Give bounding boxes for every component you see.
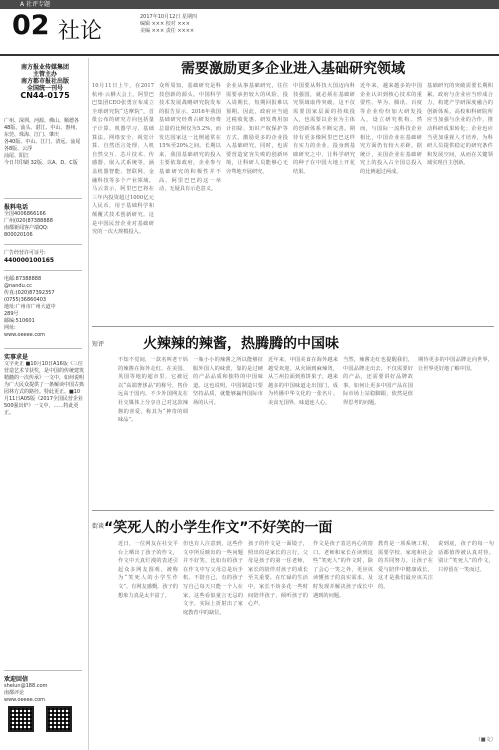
article3-column: 近日，一位网友在社交平台上晒出了孩子的作文，作文中天真烂漫的表述引起众多网友围观，被称为“笑死人的小学生作文”。有网友感慨，孩子的想象力真是太丰富了。 xyxy=(118,541,178,599)
sidebar-divider xyxy=(4,670,82,671)
article2-column: 期待更多的中国品牌走向世界，让世界更好地了解中国。 xyxy=(418,357,493,372)
contact-line: 800020106 xyxy=(4,232,33,238)
contact-title: 报料电话 xyxy=(4,204,29,211)
region-line: 今日共印刷 32版、以A、D、C版 xyxy=(4,160,78,166)
contact-line: 广州(020)87388888 xyxy=(4,218,53,224)
headline-main: 需要激励更多企业进入基础研究领域 xyxy=(181,61,405,77)
page-number: 02 xyxy=(12,10,50,41)
service-line: shelun@188.com xyxy=(4,683,48,689)
header-meta-line: 编辑 ××× 校对 ××× xyxy=(140,21,190,27)
article2-column: 近年来，中国美食在海外越来越受欢迎。从火锅到麻辣烫，从兰州拉面到煎饼果子，越来越多的中国味道走出国门，成为传播中华文化的一张名片。美食无国界，味道连人心。 xyxy=(268,357,338,406)
service-line: www.oeeee.com xyxy=(4,697,46,703)
service-line: 南都评论 xyxy=(4,690,25,696)
sidebar-divider xyxy=(4,244,82,245)
header-meta xyxy=(140,14,197,35)
service-title: 欢迎回信 xyxy=(4,676,29,683)
region-line: 各40版、中山、江门、清远、汕尾 xyxy=(4,139,81,145)
article2-label: 短评 xyxy=(92,341,105,348)
article1-column: 企业从事基础研究，往往需要承担较大的风险，投入周期长，短期回报难以预期。因此，政府应当通过税收优惠、研发费用加计扣除、知识产权保护等方式，激励更多的企业投入基础研究。同时，也需要营造宽容失败的创新环境，让科研人员能够心无旁骛地开展研究。 xyxy=(226,83,288,175)
section-divider xyxy=(92,510,494,511)
region-line: 各8版、云浮 xyxy=(4,146,33,152)
qr-code-icon xyxy=(46,706,72,732)
article2-column: 一瓶小小的辣酱之所以能够征服外国人的味蕾，靠的是过硬的产品品质和独特的中国味道。这也说明，中国制造只要坚持品质，就能够赢得国际市场的认可。 xyxy=(193,357,263,406)
region-line: 汕尾、阳江 xyxy=(4,153,30,159)
contact-line: 南都新闻客户端QQ: xyxy=(4,225,49,231)
regions-block xyxy=(4,118,84,167)
article3-column: 孩子的作文是一面镜子，照出的是家长的言行。父母是孩子的第一任老师，家长的陪伴对孩子的成长至关重要。在忙碌的生活中，家长不妨多花一些时间陪伴孩子，倾听孩子的心声。 xyxy=(248,541,308,608)
section-divider xyxy=(92,326,494,327)
contact-line: 全国4006866166 xyxy=(4,211,46,217)
header-meta-line: 美编 ××× 责任 ×××× xyxy=(140,28,195,34)
article1-column: 近年来，越来越多的中国企业认识到核心技术的重要性。华为、腾讯、百度等企业纷纷加大研发投入，设立研究机构。然而，与国际一流科技企业相比，中国企业在基础研究方面仍有较大差距。据统计，美国企业在基础研究上的投入占全国总投入的比例超过两成。 xyxy=(360,83,422,175)
ad-license-block xyxy=(4,250,84,264)
email-line: 289号 xyxy=(4,311,19,317)
notice-text: 文字更正 ■10月10日A16版《三位营造艺术节获奖，是中国的传统建筑精髓的一次传承》一文中，如何说明为广大民众提供了一条解读中国古典园林方式的路径。特此更正。■10月11日A05版《2017全国民营企业500强出炉》一文中，……特此更正。 xyxy=(4,361,84,416)
article1-column: 10月11日上午，在2017杭州·云栖大会上，阿里巴巴集团CEO张勇宣布成立全球研究院“达摩院”，首批公布的研究方向包括量子计算、机器学习、基础算法、网络安全、视觉计算、自然语言处理、人机自然交互、芯片技术、传感器、嵌入式系统等，涵盖机器智能、智联网、金融科技等多个产业领域。马云表示，阿里巴巴将在三年内投资超过1000亿元人民币，用于基础科学和颠覆式技术创新研究。这是中国民营企业对基础研究的一次大规模投入。 xyxy=(92,83,154,236)
service-block xyxy=(4,676,84,704)
article3-signature: （■文） xyxy=(475,737,496,743)
ad-license-title: 广告经营许可证号: xyxy=(4,250,46,256)
email-line: @nandu.cc xyxy=(4,283,32,289)
sidebar-divider xyxy=(4,198,82,199)
article1-column: 中国要从科技大国迈向科技强国，就必须在基础研究领域取得突破。这不仅需要国家层面的持续投入，也需要以企业为主体的创新体系不断完善。期待有更多像阿里巴巴这样有实力的企业，投身到基础研究之中，让科学研究的种子在中国大地上开花结果。 xyxy=(293,83,355,175)
email-line: (0755)36860403 xyxy=(4,297,47,303)
email-line: 传真:(020)87392357 xyxy=(4,290,55,296)
cn-label: 全国统一刊号 xyxy=(26,85,63,92)
notice-block xyxy=(4,354,84,661)
email-block xyxy=(4,276,84,339)
email-line: 网址: xyxy=(4,325,16,331)
top-bar xyxy=(0,0,499,9)
section-title: 社论 xyxy=(58,19,103,44)
header-meta-line: 2017年10月12日 星期四 xyxy=(140,14,198,20)
article3-column: 但也有人注意到，这些作文中所反映出的一些问题并不好笑。比如有的孩子在作文中写父母总是玩手机、不陪自己，有的孩子写自己每天只能一个人在家。这些看似童言无忌的文字，实际上折射出了家庭教育中的缺位。 xyxy=(183,541,243,616)
email-line: 电邮:87388888 xyxy=(4,276,42,282)
article1-column: 基础研究的突破需要长期积累。政府与企业应当形成合力，构建产学研深度融合的创新体系。高校和科研院所应当加强与企业的合作，推动科研成果转化；企业也应当更加重视人才培养，为科研人员提供稳定的研究条件和发展空间，从而在关键领域实现自主创新。 xyxy=(427,83,493,167)
headline-short-review: 火辣辣的辣酱，热腾腾的中国味 xyxy=(143,336,339,352)
cn-number: CN44-0175 xyxy=(20,91,70,100)
sponsor-label: 主管主办 xyxy=(32,71,57,78)
header-rule xyxy=(0,54,499,56)
notice-title: 实事求是 xyxy=(4,354,29,361)
email-line: www.oeeee.com xyxy=(4,332,46,338)
article3-label: 街谈 xyxy=(92,523,105,530)
publisher-name: 南方报业传媒集团 xyxy=(20,64,69,71)
article1-column: 众所周知，基础研究是科技创新的源头。中国科学技术发展战略研究院发布的报告显示，2016年我国基础研究经费占研发经费总量的比例仅为5.2%，而发达国家这一比例通常在15%至20%之间。长期以来，我国基础研究的投入主要依靠政府，企业参与基础研究的积极性并不高。阿里巴巴的这一举动，无疑具有示范意义。 xyxy=(159,83,221,193)
article2-column: 不知不觉间，一款名叫老干妈的辣酱在海外走红。在美国、英国等地的超市里，它被冠以“高端奢侈品”的称号，售价远高于国内。不少外国网友在社交媒体上分享自己对这款辣酱的喜爱，称其为“神奇的调味品”。 xyxy=(118,357,188,424)
sidebar-divider xyxy=(4,270,82,271)
email-line: 地址:广州市广州大道中 xyxy=(4,304,56,310)
qr-code-icon xyxy=(8,706,34,732)
headline-street-talk: “笑死人的小学生作文”不好笑的一面 xyxy=(104,520,333,536)
sidebar-divider xyxy=(4,348,82,349)
article3-column: 教育是一项系统工程，需要学校、家庭和社会的共同努力。让孩子在爱与陪伴中健康成长，这才是我们最应该关注的。 xyxy=(378,541,433,590)
region-line: 广州、深圳、河源、佛山、顺德各48版、汕头、湛江、中山、惠州、东莞、珠海、江门、肇庆 xyxy=(4,118,81,138)
email-line: 邮编:510601 xyxy=(4,318,35,324)
masthead-block xyxy=(6,64,84,99)
top-bar-label: A 社评专题 xyxy=(20,1,51,8)
article3-column: 作文是孩子表达内心的窗口。老师和家长在读到这些“笑死人”的作文时，除了会心一笑之外，更应该读懂孩子的真实需求，及时发现并解决孩子成长中遇到的问题。 xyxy=(313,541,373,599)
ad-license-number: 440000100165 xyxy=(4,257,55,264)
sidebar xyxy=(0,58,89,750)
contact-block xyxy=(4,204,84,239)
article2-column: 当然，辣酱走红也提醒我们，中国品牌走出去，不仅需要好的产品，还需要讲好品牌故事。如何让更多中国产品在国际市场上站稳脚跟，依然是值得思考的问题。 xyxy=(343,357,413,406)
paper-name: 南方都市报社出版 xyxy=(20,78,69,85)
article3-column: 说到底，孩子的每一句话都值得被认真对待。别让“笑死人”的作文，只停留在一笑而过。 xyxy=(438,541,494,573)
